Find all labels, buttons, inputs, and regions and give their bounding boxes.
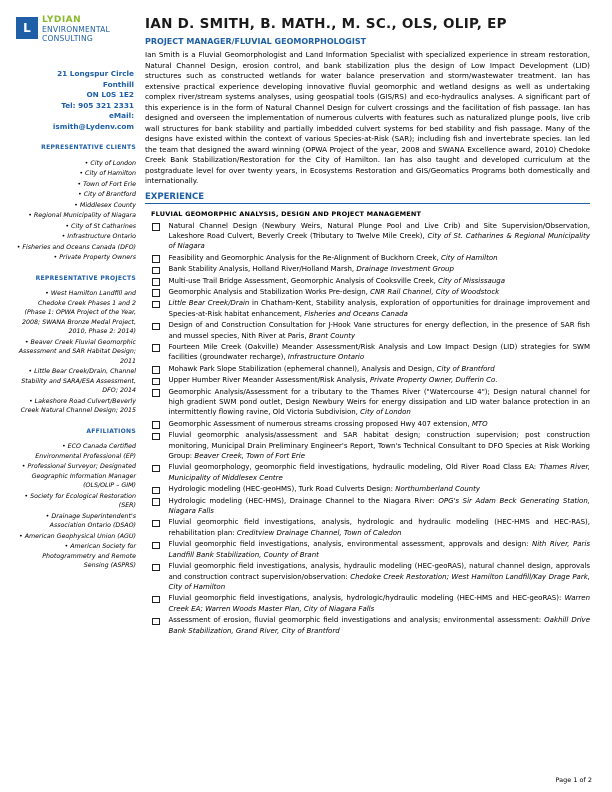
email-link[interactable]: ismith@Lydenv.com bbox=[52, 121, 134, 131]
experience-item bbox=[152, 462, 590, 483]
experience-item bbox=[152, 375, 590, 385]
experience-item-text bbox=[169, 276, 591, 286]
address-line-3: ON L0S 1E2 bbox=[86, 90, 134, 99]
address-line-1: 21 Longspur Circle bbox=[57, 69, 134, 78]
experience-item-client: Private Property Owner, Dufferin Co. bbox=[369, 376, 498, 385]
experience-item-text bbox=[169, 462, 591, 483]
checkbox-bullet-icon bbox=[152, 389, 160, 397]
experience-item bbox=[152, 221, 590, 252]
experience-item-description: Feasibility and Geomorphic Analysis for the Re-Alignment of Buckhorn Creek, bbox=[168, 253, 441, 262]
experience-item bbox=[152, 387, 590, 418]
experience-item-client: City of Hamilton bbox=[440, 253, 498, 262]
checkbox-bullet-icon bbox=[152, 465, 160, 473]
page-number: Page 1 of 2 bbox=[555, 776, 592, 784]
contact-info bbox=[16, 69, 134, 132]
project-item: • Beaver Creek Fluvial Geomorphic Assessment and SAR Habitat Design; 2011 bbox=[16, 338, 136, 367]
experience-item-description: Fluvial geomorphic field investigations, analysis, hydraulic modeling (HEC-geoRAS), natural channel design, approvals and construction contract supervision/observation: bbox=[168, 562, 590, 581]
affiliation-item: • Society for Ecological Restoration (SER) bbox=[16, 492, 136, 511]
affiliations-list bbox=[16, 442, 136, 571]
email-label: eMail: bbox=[108, 111, 134, 120]
phone: Tel: 905 321 2331 bbox=[61, 100, 134, 110]
checkbox-bullet-icon bbox=[152, 366, 160, 374]
experience-item-description: Fluvial geomorphic field investigations, analysis, hydrologic and hydraulic modeling (HEC-HMS and HEC-RAS), rehabilitation plan: bbox=[168, 518, 590, 537]
experience-item-description: in Chatham-Kent, Stability analysis, exploration of opportunities for drainage improvement and Species-at-Risk habitat enhancement, bbox=[168, 299, 590, 318]
checkbox-bullet-icon bbox=[152, 596, 160, 604]
experience-item-client: OPG's Sir Adam Beck Generating Station, Niagara Falls bbox=[168, 496, 590, 516]
experience-item-client: Fisheries and Oceans Canada bbox=[304, 309, 408, 318]
checkbox-bullet-icon bbox=[152, 487, 160, 495]
experience-item-description: Hydrologic modeling (HEC-geoHMS), Turk Road Culverts Design: bbox=[168, 485, 396, 494]
experience-item-client: Chedoke Creek Restoration; West Hamilton Landfill/Kay Drage Park, City of Hamilton bbox=[168, 572, 590, 591]
experience-item-client: Drainage Investment Group bbox=[356, 265, 454, 274]
experience-item-description: Fourteen Mile Creek (Oakville) Meander Assessment/Risk Analysis and Low Impact Design (LID) strategies for SWM facilities (groundwater recharge), bbox=[168, 342, 590, 362]
client-item: • Middlesex County bbox=[16, 201, 136, 211]
logo-line-3: CONSULTING bbox=[42, 34, 93, 43]
experience-item-description: Fluvial geomorphic field investigations, analysis, environmental assessment, approvals and design: bbox=[168, 540, 532, 549]
affiliation-item: • American Society for Photogrammetry and Remote Sensing (ASPRS) bbox=[16, 542, 136, 571]
experience-item-client: City of Brantford bbox=[436, 364, 495, 373]
experience-item-client: City of London bbox=[360, 408, 411, 417]
experience-item bbox=[152, 561, 590, 592]
checkbox-bullet-icon bbox=[152, 223, 160, 231]
person-name: IAN D. SMITH, B. MATH., M. SC., OLS, OLIP, EP bbox=[145, 16, 507, 32]
affiliations-heading: AFFILIATIONS bbox=[86, 427, 136, 435]
client-item: • Infrastructure Ontario bbox=[16, 232, 136, 242]
main-content bbox=[145, 15, 590, 637]
experience-item-client: City of St. Catharines & Regional Municipality of Niagara bbox=[168, 231, 590, 251]
client-item: • City of London bbox=[16, 159, 136, 169]
checkbox-bullet-icon bbox=[152, 421, 160, 429]
experience-item bbox=[152, 264, 590, 274]
experience-item-text bbox=[169, 375, 591, 385]
experience-list bbox=[152, 221, 590, 636]
experience-item-text bbox=[169, 364, 591, 374]
checkbox-bullet-icon bbox=[152, 255, 160, 263]
experience-item-text bbox=[169, 221, 591, 252]
experience-item-client: Thames River, Municipality of Middlesex Centre bbox=[168, 463, 590, 482]
experience-item bbox=[152, 298, 590, 319]
experience-item-description: Hydrologic modeling (HEC-HMS), Drainage Channel to the Niagara River: bbox=[168, 496, 439, 505]
experience-item-text bbox=[169, 320, 591, 341]
checkbox-bullet-icon bbox=[152, 267, 160, 275]
experience-item-text bbox=[169, 264, 591, 274]
projects-heading: REPRESENTATIVE PROJECTS bbox=[35, 274, 136, 282]
experience-item bbox=[152, 496, 590, 517]
experience-item bbox=[152, 364, 590, 374]
affiliation-item: • ECO Canada Certified Environmental Professional (EP) bbox=[16, 442, 136, 461]
experience-item-description: Geomorphic Assessment of numerous streams crossing proposed Hwy 407 extension, bbox=[168, 419, 472, 428]
sidebar bbox=[0, 0, 140, 792]
experience-item bbox=[152, 276, 590, 286]
experience-item-client: Infrastructure Ontario bbox=[287, 353, 365, 362]
affiliation-item: • Professional Surveyor; Designated Geographic Information Manager (OLS/OLIP – GIM) bbox=[16, 462, 136, 491]
client-item: • City of Hamilton bbox=[16, 169, 136, 179]
clients-heading: REPRESENTATIVE CLIENTS bbox=[41, 144, 136, 151]
experience-item-text bbox=[169, 419, 591, 429]
checkbox-bullet-icon bbox=[152, 564, 160, 572]
experience-item bbox=[152, 517, 590, 538]
checkbox-bullet-icon bbox=[152, 520, 160, 528]
affiliation-item: • Drainage Superintendent's Association Ontario (DSAO) bbox=[16, 512, 136, 531]
experience-item bbox=[152, 320, 590, 341]
experience-item-description: Fluvial geomorphology, geomorphic field investigations, hydraulic modeling, Old River Road Class EA: bbox=[168, 463, 540, 472]
experience-item-text bbox=[169, 539, 591, 560]
experience-item bbox=[152, 287, 590, 297]
checkbox-bullet-icon bbox=[152, 542, 160, 550]
experience-item bbox=[152, 342, 590, 363]
experience-item-description: Multi-use Trail Bridge Assessment, Geomorphic Analysis of Cooksville Creek, bbox=[168, 276, 439, 285]
experience-item-description: Geomorphic Analysis/Assessment for a tributary to the Thames River ("Watercourse 4"); Design natural channel for high gradient SWM pond outlet, Design Newbury Weirs for energy dissipation and LID water balance protection in an intermittently flowing ravine, Old Victoria Subdivision, bbox=[168, 387, 590, 417]
experience-item-client: Beaver Creek, Town of Fort Erie bbox=[194, 452, 306, 461]
client-item: • Regional Municipality of Niagara bbox=[16, 211, 136, 221]
experience-item-text bbox=[169, 287, 591, 297]
address-line-2: Fonthill bbox=[102, 79, 134, 89]
experience-item-client: MTO bbox=[471, 419, 488, 428]
client-item: • Private Property Owners bbox=[16, 253, 136, 263]
checkbox-bullet-icon bbox=[152, 301, 160, 309]
experience-item-text bbox=[169, 342, 591, 363]
experience-item-text bbox=[169, 517, 591, 538]
project-item: • West Hamilton Landfill and Chedoke Creek Phases 1 and 2 (Phase 1: OPWA Project of the Year, 2008; SWANA Bronze Medal Project, 2010, Phase 2: 2014) bbox=[16, 289, 136, 337]
logo-mark bbox=[16, 17, 38, 39]
checkbox-bullet-icon bbox=[152, 498, 160, 506]
checkbox-bullet-icon bbox=[152, 618, 160, 626]
client-item: • Town of Fort Erie bbox=[16, 180, 136, 190]
clients-list bbox=[16, 159, 136, 263]
experience-item-client: Creditview Drainage Channel, Town of Caledon bbox=[236, 528, 402, 537]
experience-item-description: Bank Stability Analysis, Holland River/Holland Marsh, bbox=[168, 265, 357, 274]
logo-line-2: ENVIRONMENTAL bbox=[42, 25, 110, 34]
experience-item-client: Northumberland County bbox=[395, 485, 480, 494]
experience-item-client: Nith River, Paris Landfill Bank Stabilization, County of Brant bbox=[168, 540, 590, 559]
experience-item-client: City of Mississauga bbox=[438, 276, 505, 285]
experience-item-text bbox=[169, 298, 591, 319]
experience-item-text bbox=[169, 593, 591, 614]
checkbox-bullet-icon bbox=[152, 433, 160, 441]
experience-item-lead: Little Bear Creek/Drain bbox=[168, 299, 250, 308]
experience-item bbox=[152, 484, 590, 494]
job-title: PROJECT MANAGER/FLUVIAL GEOMORPHOLOGIST bbox=[145, 37, 367, 46]
experience-item-description: Assessment of erosion, fluvial geomorphic field investigations and analysis; environmental assessment: bbox=[168, 616, 545, 625]
experience-item-description: Mohawk Park Slope Stabilization (ephemeral channel), Analysis and Design, bbox=[168, 364, 437, 373]
experience-item-client: Oakhill Drive Bank Stabilization, Grand River, City of Brantford bbox=[168, 616, 590, 635]
client-item: • City of St Catharines bbox=[16, 222, 136, 232]
checkbox-bullet-icon bbox=[152, 278, 160, 286]
experience-item-client: Warren Creek EA; Warren Woods Master Plan, City of Niagara Falls bbox=[168, 594, 590, 613]
experience-item-client: CNR Rail Channel, City of Woodstock bbox=[370, 287, 500, 296]
checkbox-bullet-icon bbox=[152, 378, 160, 386]
experience-subheading: FLUVIAL GEOMORPHIC ANALYSIS, DESIGN AND PROJECT MANAGEMENT bbox=[151, 209, 422, 218]
experience-item-description: Fluvial geomorphic analysis/assessment and SAR habitat design; construction supervision; post construction monitoring, Municipal Drain Preliminary Engineer's Report, Town's Technical Consultant to DFO Species at Risk Working Group: bbox=[168, 431, 590, 461]
client-item: • Fisheries and Oceans Canada (DFO) bbox=[16, 243, 136, 253]
affiliation-item: • American Geophysical Union (AGU) bbox=[16, 532, 136, 542]
experience-item-text bbox=[169, 430, 591, 461]
experience-item-text bbox=[169, 484, 591, 494]
logo-mark-letter: L bbox=[23, 21, 31, 35]
logo-line-1: LYDIAN bbox=[42, 15, 82, 25]
experience-heading: EXPERIENCE bbox=[145, 192, 590, 204]
client-item: • City of Brantford bbox=[16, 190, 136, 200]
summary-paragraph: Ian Smith is a Fluvial Geomorphologist and Land Information Specialist with specialized experience in stream restoration, Natural Channel Design, erosion control, and bank stabilization plus the design of Low Impact Development (LID) structures such as constructed wetlands for water balance preservation and storm/wastewater treatment. Ian has extensive practical experience developing innovative fluvial geomorphic and wetland designs as well as undertaking complex river/stream systems analyses, using geospatial tools (GIS/RS) and eco-hydraulics analyses. A significant part of this experience is in the form of Natural Channel Design for culvert crossings and the facilitation of fish passage. Ian has designed and overseen the implementation of numerous culverts with features such as naturalized plunge pools, live crib wall structures for bank stability and partially imbedded culvert systems for bed stability and fish passage. Many of the designs have existed within the context of various Species-at-Risk (SAR); including fish and invertebrate species. Ian led the team that designed the award winning (OPWA Project of the year, 2008 and SWANA Excellence award, 2010) Chedoke Creek Bank Stabilization/Restoration for the City of Hamilton. Ian has also taught and developed curriculum at the postgraduate level for over twenty years, in Ecosystems Restoration and GIS/Geomatics Programs both domestically and internationally. bbox=[145, 50, 590, 185]
experience-item-text bbox=[169, 253, 591, 263]
experience-item-client: Brant County bbox=[308, 331, 356, 340]
checkbox-bullet-icon bbox=[152, 344, 160, 352]
experience-item-description: Design of and Construction Consultation for J-Hook Vane structures for energy deflection, in the presence of SAR fish and mussel species, Nith River at Paris, bbox=[168, 321, 590, 340]
experience-item-description: Natural Channel Design (Newbury Weirs, Natural Plunge Pool and Live Crib) and Site Supervision/Observation, Lakeshore Road Culvert, Beverly Creek (Tributary to Twelve Mile Creek), bbox=[168, 221, 590, 240]
experience-item bbox=[152, 593, 590, 614]
experience-item-text bbox=[169, 561, 591, 592]
checkbox-bullet-icon bbox=[152, 289, 160, 297]
experience-item-text bbox=[169, 387, 591, 418]
experience-item-text bbox=[169, 496, 591, 517]
experience-item bbox=[152, 253, 590, 263]
experience-item bbox=[152, 539, 590, 560]
experience-item bbox=[152, 419, 590, 429]
experience-item bbox=[152, 430, 590, 461]
experience-item bbox=[152, 615, 590, 636]
checkbox-bullet-icon bbox=[152, 323, 160, 331]
experience-item-description: Upper Humber River Meander Assessment/Risk Analysis, bbox=[168, 376, 370, 385]
project-item: • Little Bear Creek/Drain, Channel Stability and SARA/ESA Assessment, DFO; 2014 bbox=[16, 367, 136, 396]
project-item: • Lakeshore Road Culvert/Beverly Creek Natural Channel Design; 2015 bbox=[16, 397, 136, 416]
company-logo bbox=[16, 16, 136, 43]
experience-item-text bbox=[169, 615, 591, 636]
experience-item-description: Fluvial geomorphic field investigations, analysis, hydrologic/hydraulic modeling (HEC-HMS and HEC-geoRAS): bbox=[168, 594, 565, 603]
projects-list bbox=[16, 289, 136, 416]
experience-item-description: Geomorphic Analysis and Stabilization Works Pre-design, bbox=[168, 287, 371, 296]
